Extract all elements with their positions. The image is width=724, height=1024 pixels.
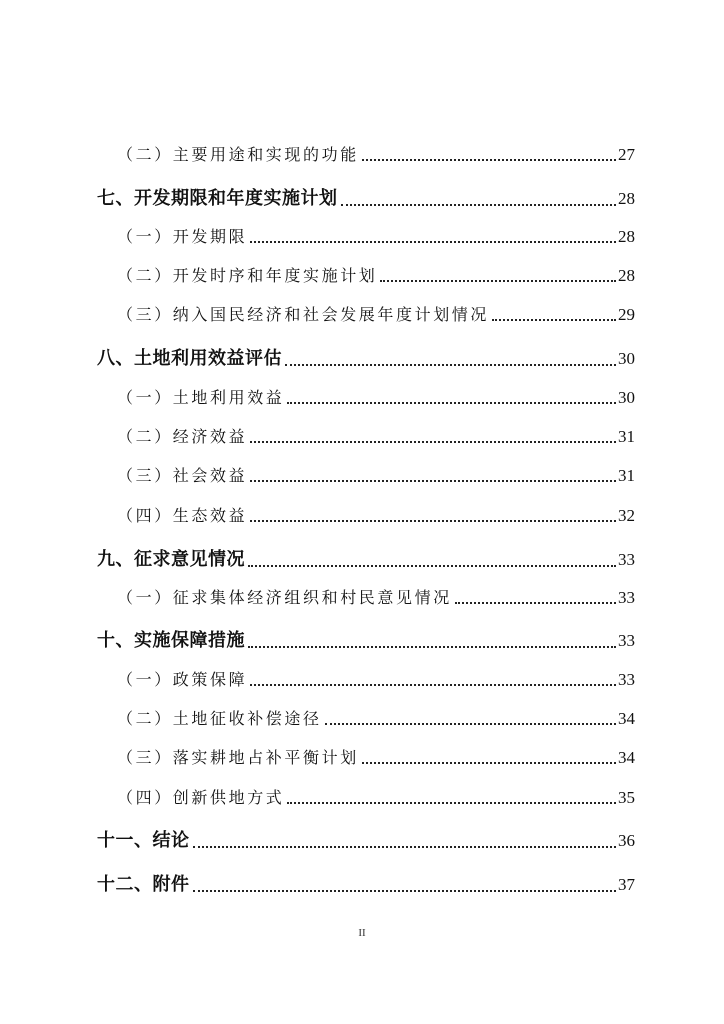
toc-entry-page: 36 bbox=[618, 831, 635, 850]
toc-entry-page: 31 bbox=[618, 427, 635, 446]
dot-leader bbox=[250, 441, 616, 443]
toc-entry-land-use-benefit[interactable] bbox=[117, 385, 635, 408]
toc-entry-title: （一）开发期限 bbox=[117, 227, 248, 246]
toc-entry-title: 十二、附件 bbox=[97, 874, 190, 895]
toc-entry-page: 33 bbox=[618, 550, 635, 569]
toc-entry-farmland-balance[interactable] bbox=[117, 745, 635, 768]
toc-entry-title: （一）政策保障 bbox=[117, 670, 248, 689]
toc-entry-title: （三）纳入国民经济和社会发展年度计划情况 bbox=[117, 305, 490, 324]
toc-entry-main-uses[interactable] bbox=[117, 142, 635, 165]
toc-entry-economic-benefit[interactable] bbox=[117, 424, 635, 447]
toc-entry-title: （四）生态效益 bbox=[117, 506, 248, 525]
dot-leader bbox=[341, 204, 617, 206]
dot-leader bbox=[250, 241, 616, 243]
toc-entry-title: （二）主要用途和实现的功能 bbox=[117, 145, 359, 164]
dot-leader bbox=[285, 364, 616, 366]
toc-entry-title: （三）社会效益 bbox=[117, 466, 248, 485]
toc-entry-title: （三）落实耕地占补平衡计划 bbox=[117, 748, 359, 767]
dot-leader bbox=[250, 684, 616, 686]
toc-entry-title: （二）开发时序和年度实施计划 bbox=[117, 266, 378, 285]
toc-entry-title: （二）经济效益 bbox=[117, 427, 248, 446]
toc-entry-page: 35 bbox=[618, 788, 635, 807]
toc-entry-title: 九、征求意见情况 bbox=[97, 549, 245, 570]
dot-leader bbox=[362, 159, 616, 161]
toc-entry-section-7[interactable] bbox=[97, 184, 635, 210]
toc-entry-compensation[interactable] bbox=[117, 706, 635, 729]
toc-entry-title: （一）土地利用效益 bbox=[117, 388, 285, 407]
toc-entry-page: 32 bbox=[618, 506, 635, 525]
toc-entry-page: 29 bbox=[618, 305, 635, 324]
dot-leader bbox=[193, 846, 617, 848]
toc-entry-page: 28 bbox=[618, 227, 635, 246]
toc-entry-annual-plan[interactable] bbox=[117, 263, 635, 286]
page-number: II bbox=[358, 927, 366, 939]
toc-entry-page: 34 bbox=[618, 748, 635, 767]
toc-entry-title: 七、开发期限和年度实施计划 bbox=[97, 188, 338, 209]
toc-entry-page: 34 bbox=[618, 709, 635, 728]
toc-entry-page: 28 bbox=[618, 266, 635, 285]
toc-entry-title: （二）土地征收补偿途径 bbox=[117, 709, 322, 728]
toc-entry-villager-opinions[interactable] bbox=[117, 585, 635, 608]
dot-leader bbox=[287, 802, 616, 804]
dot-leader bbox=[362, 762, 616, 764]
toc-entry-page: 27 bbox=[618, 145, 635, 164]
dot-leader bbox=[380, 280, 616, 282]
toc-entry-section-10[interactable] bbox=[97, 626, 635, 652]
toc-entry-land-supply[interactable] bbox=[117, 785, 635, 808]
toc-entry-section-9[interactable] bbox=[97, 545, 635, 571]
toc-entry-title: 十一、结论 bbox=[97, 830, 190, 851]
toc-entry-page: 33 bbox=[618, 588, 635, 607]
dot-leader bbox=[248, 646, 616, 648]
toc-entry-policy-guarantee[interactable] bbox=[117, 667, 635, 690]
toc-entry-page: 30 bbox=[618, 388, 635, 407]
toc-entry-page: 28 bbox=[618, 189, 635, 208]
toc-entry-section-8[interactable] bbox=[97, 344, 635, 370]
dot-leader bbox=[193, 890, 617, 892]
toc-entry-ecological-benefit[interactable] bbox=[117, 503, 635, 526]
dot-leader bbox=[455, 602, 616, 604]
toc-entry-page: 33 bbox=[618, 670, 635, 689]
toc-entry-title: 十、实施保障措施 bbox=[97, 630, 245, 651]
toc-entry-social-benefit[interactable] bbox=[117, 463, 635, 486]
dot-leader bbox=[250, 520, 616, 522]
toc-entry-section-11[interactable] bbox=[97, 826, 635, 852]
dot-leader bbox=[250, 480, 616, 482]
toc-entry-page: 33 bbox=[618, 631, 635, 650]
dot-leader bbox=[287, 402, 616, 404]
toc-entry-page: 31 bbox=[618, 466, 635, 485]
toc-entry-page: 37 bbox=[618, 875, 635, 894]
toc-entry-title: 八、土地利用效益评估 bbox=[97, 348, 282, 369]
toc-entry-development-period[interactable] bbox=[117, 224, 635, 247]
toc-entry-title: （一）征求集体经济组织和村民意见情况 bbox=[117, 588, 452, 607]
toc-entry-national-plan[interactable] bbox=[117, 302, 635, 325]
dot-leader bbox=[492, 319, 616, 321]
dot-leader bbox=[248, 565, 616, 567]
toc-entry-page: 30 bbox=[618, 349, 635, 368]
toc-entry-title: （四）创新供地方式 bbox=[117, 788, 285, 807]
dot-leader bbox=[325, 723, 616, 725]
toc-entry-section-12[interactable] bbox=[97, 870, 635, 896]
